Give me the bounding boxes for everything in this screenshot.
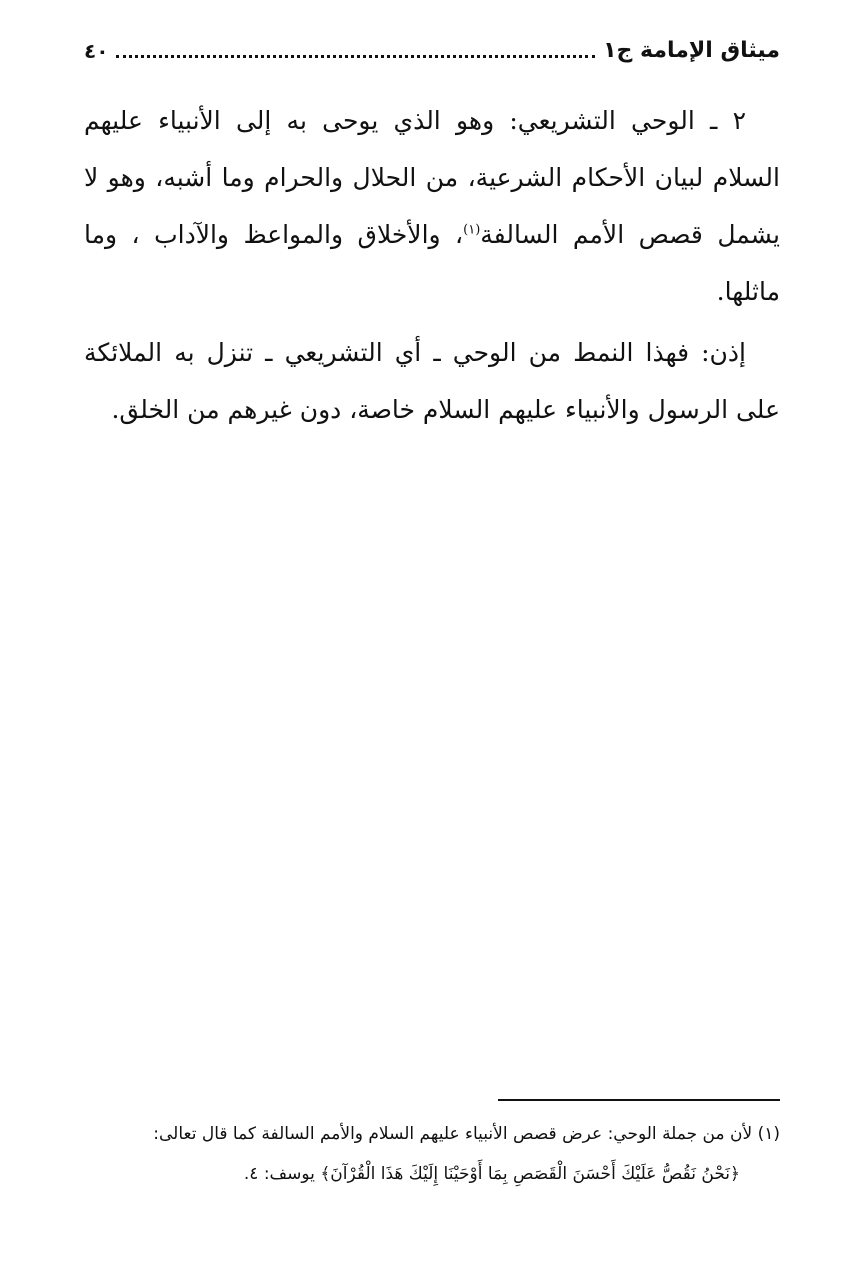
paragraph-legislative-revelation xyxy=(84,92,780,320)
footnote-separator xyxy=(498,1099,780,1101)
paragraph-text-part: ٢ ـ الوحي التشريعي: وهو الذي يوحى به إلى الأنبياء عليهم السلام لبيان الأحكام الشرعية، من الحلال والحرام وما أشبه، وهو لا يشمل قصص الأمم السالفة xyxy=(84,106,780,249)
footnotes xyxy=(84,1114,780,1194)
running-header xyxy=(84,30,780,66)
body-text xyxy=(84,92,780,442)
footnote-1-quran-quote: ﴿نَحْنُ نَقُصُّ عَلَيْكَ أَحْسَنَ الْقَصَصِ بِمَا أَوْحَيْنَا إِلَيْكَ هَذَا الْقُرْآنَ﴾ يوسف: ٤. xyxy=(243,1164,740,1184)
header-dot-leader xyxy=(116,55,595,58)
footnote-1-text: (١) لأن من جملة الوحي: عرض قصص الأنبياء عليهم السلام والأمم السالفة كما قال تعالى: xyxy=(153,1124,780,1144)
paragraph-conclusion: إذن: فهذا النمط من الوحي ـ أي التشريعي ـ تنزل به الملائكة على الرسول والأنبياء عليهم السلام خاصة، دون غيرهم من الخلق. xyxy=(84,338,780,424)
paragraph-text-part: ، والأخلاق والمواعظ والآداب ، وما ماثلها. xyxy=(84,220,780,306)
footnote-reference: (١) xyxy=(463,222,481,238)
running-header-title: ميثاق الإمامة ج١ xyxy=(603,38,780,63)
page-number: ٤٠ xyxy=(84,39,109,63)
